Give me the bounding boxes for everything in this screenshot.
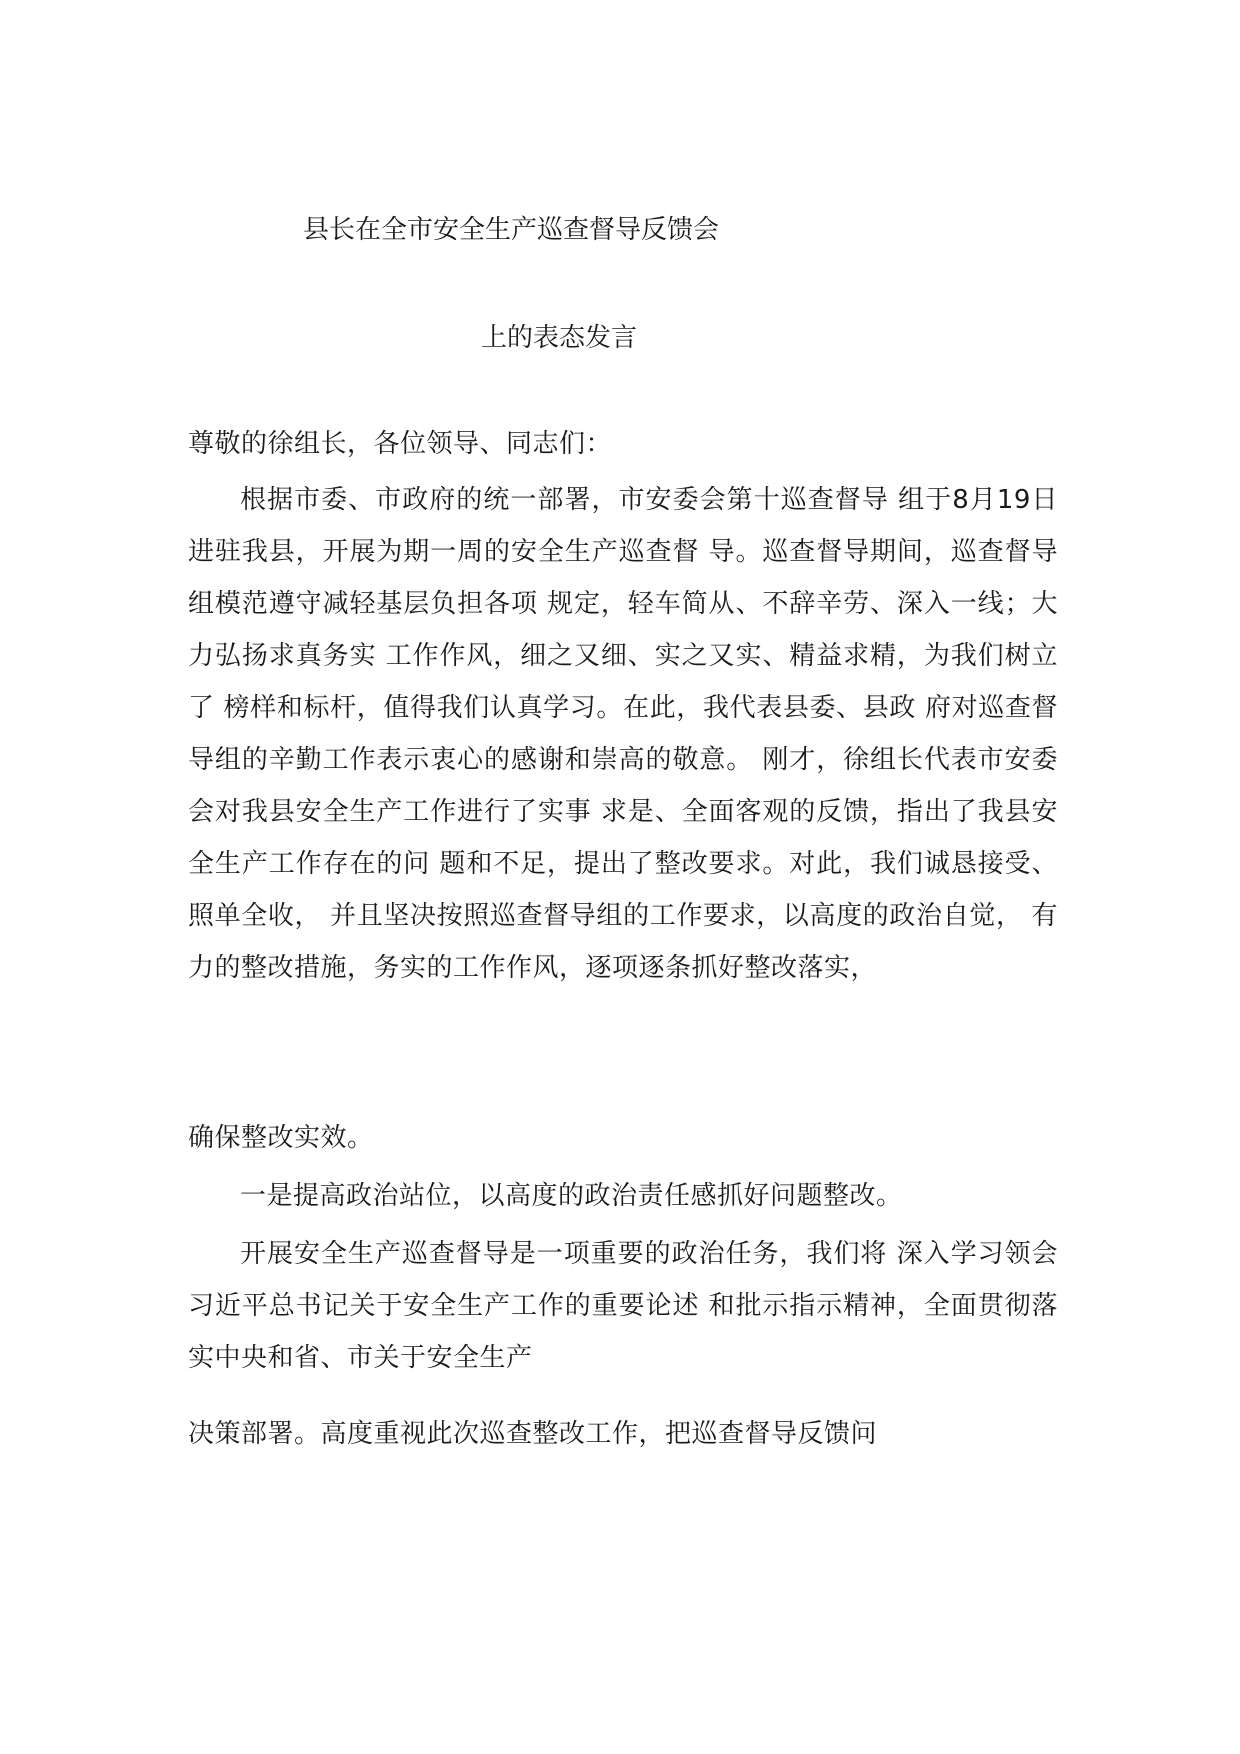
section-heading-1: 一是提高政治站位，以高度的政治责任感抓好问题整改。: [240, 1181, 903, 1211]
paragraph-2-continuation: 决策部署。高度重视此次巡查整改工作，把巡查督导反馈问: [188, 1419, 878, 1449]
paragraph-2: 开展安全生产巡查督导是一项重要的政治任务，我们将 深入学习领会习近平总书记关于安全生产工作的重要论述 和批示指示精神，全面贯彻落实中央和省、市关于安全生产: [188, 1239, 1058, 1373]
salutation: 尊敬的徐组长，各位领导、同志们：: [188, 429, 613, 459]
document-title-line-1: 县长在全市安全生产巡查督导反馈会: [303, 215, 720, 245]
paragraph-1: 根据市委、市政府的统一部署，市安委会第十巡查督导 组于8月19日进驻我县，开展为期一周的安全生产巡查督 导。巡查督导期间，巡查督导组模范遵守减轻基层负担各项 规定，轻车简从、不辞辛劳、深入一线；大力弘扬求真务实 工作作风，细之又细、实之又实、精益求精，为我们树立了 榜样和标杆，值得我们认真学习。在此，我代表县委、县政 府对巡查督导组的辛勤工作表示衷心的感谢和崇高的敬意。 刚才，徐组长代表市安委会对我县安全生产工作进行了实事 求是、全面客观的反馈，指出了我县安全生产工作存在的问 题和不足，提出了整改要求。对此，我们诚恳接受、照单全收， 并且坚决按照巡查督导组的工作要求，以高度的政治自觉， 有力的整改措施，务实的工作作风，逐项逐条抓好整改落实，: [188, 485, 1058, 983]
paragraph-1-continuation: 确保整改实效。: [188, 1123, 374, 1153]
document-title-line-2: 上的表态发言: [481, 323, 638, 353]
